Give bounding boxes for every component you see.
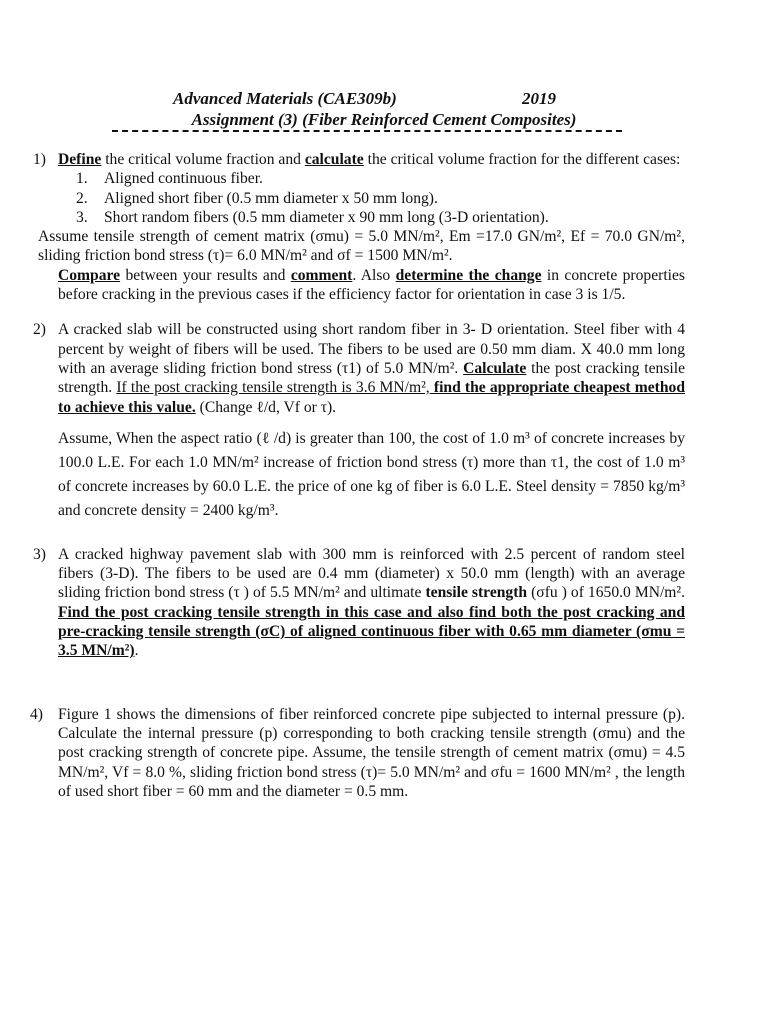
list-number: 3. [76,208,88,226]
q3-text-3: . [134,642,139,660]
spacer [58,417,685,427]
question-4-body: Figure 1 shows the dimensions of fiber reinforced concrete pipe subjected to internal pressure (p). Calculate the internal pressure (p) corresponding to both cracking tensile strength (σmu) and the post cracking strength of concrete pipe. Assume, the tensile strength of cement matrix (σmu) = 4.5 MN/m², Vf = 8.0 %, sliding friction bond stress (τ)= 5.0 MN/m² and σfu = 1600 MN/m² , the length of used short fiber = 60 mm and the diameter = 0.5 mm. [58,705,685,800]
question-2-body [58,320,685,416]
list-item [58,189,685,208]
q1-text-4: . Also [352,266,396,284]
keyword-compare: Compare [58,266,121,284]
course-title: Advanced Materials (CAE309b) [173,89,397,108]
question-1 [30,150,685,304]
question-1-intro [58,150,685,169]
list-text: Aligned continuous fiber. [104,170,263,188]
q2-text-3: (Change ℓ/d, Vf or τ). [195,398,337,416]
list-number: 2. [76,189,88,207]
keyword-find: find the appropriate cheapest method to achieve this value. [58,379,686,416]
assignment-title: Assignment (3) (Fiber Reinforced Cement Composites) [191,110,577,129]
q3-text-2: (σfu ) of 1650.0 MN/m². [527,584,686,602]
case-list [58,169,685,227]
q2-text-2: the post cracking tensile strength. [58,359,685,397]
keyword-comment: comment [290,266,353,284]
q1-tasks [58,266,685,305]
keyword-find: Find the post cracking tensile strength in this case and also find both the post cracking and pre-cracking tensile strength (σC) of aligned continuous fiber with 0.65 mm diameter (σmu = 3.5 MN/m²) [58,603,685,660]
list-number: 1. [76,170,88,188]
q3-tensile-label: tensile strength [425,584,528,602]
list-text: Aligned short fiber (0.5 mm diameter x 50 mm long). [104,189,438,207]
document-body [30,150,685,817]
q1-text-2: the critical volume fraction for the different cases: [363,151,681,168]
keyword-calculate: calculate [304,151,364,168]
question-4 [30,705,685,801]
q1-assumptions: Assume tensile strength of cement matrix (σmu) = 5.0 MN/m², Em =17.0 GN/m², Ef = 70.0 GN/m², sliding friction bond stress (τ)= 6.0 MN/m² and σf = 1500 MN/m². [38,228,685,265]
list-text: Short random fibers (0.5 mm diameter x 90 mm long (3-D orientation). [104,208,549,226]
question-3 [30,545,685,661]
question-2 [30,320,685,522]
question-number: 2) [33,321,46,339]
document-header [0,88,768,130]
q2-text-1: A cracked slab will be constructed using short random fiber in 3- D orientation. Steel fiber with 4 percent by weight of fibers will be used. The fibers to be used are 0.50 mm diam. X 40.0 mm long with an average sliding friction bond stress (τ1) of 5.0 MN/m². [58,321,685,377]
keyword-determine: determine the change [395,266,542,284]
list-item [58,169,685,188]
question-number: 4) [30,705,43,723]
q1-text-3: between your results and [120,266,291,284]
course-year: 2019 [522,89,556,108]
q1-text-1: the critical volume fraction and [101,151,305,168]
header-line-1 [0,88,768,109]
q3-text-1: A cracked highway pavement slab with 300 mm is reinforced with 2.5 percent of random steel fibers (3-D). The fibers to be used are 0.4 mm (diameter) x 50.0 mm (length) with an average sliding friction bond stress (τ ) of 5.5 MN/m² and ultimate [58,545,685,602]
question-number: 3) [33,545,46,563]
q2-condition: If the post cracking tensile strength is 3.6 MN/m², [116,379,430,397]
q2-assumptions: Assume, When the aspect ratio (ℓ /d) is greater than 100, the cost of 1.0 m³ of concrete increases by 100.0 L.E. For each 1.0 MN/m² increase of friction bond stress (τ) more than τ1, the cost of 1.0 m³ of concrete increases by 60.0 L.E. the price of one kg of fiber is 6.0 L.E. Steel density = 7850 kg/m³ and concrete density = 2400 kg/m³. [58,429,685,519]
question-3-body [58,545,685,661]
header-divider [112,130,622,134]
keyword-define: Define [58,151,102,168]
list-item [58,208,685,227]
keyword-calculate: Calculate [463,359,527,377]
question-number: 1) [33,151,46,168]
q1-text-5: in concrete properties before cracking in the previous cases if the efficiency factor for orientation in case 3 is 1/5. [58,266,685,304]
